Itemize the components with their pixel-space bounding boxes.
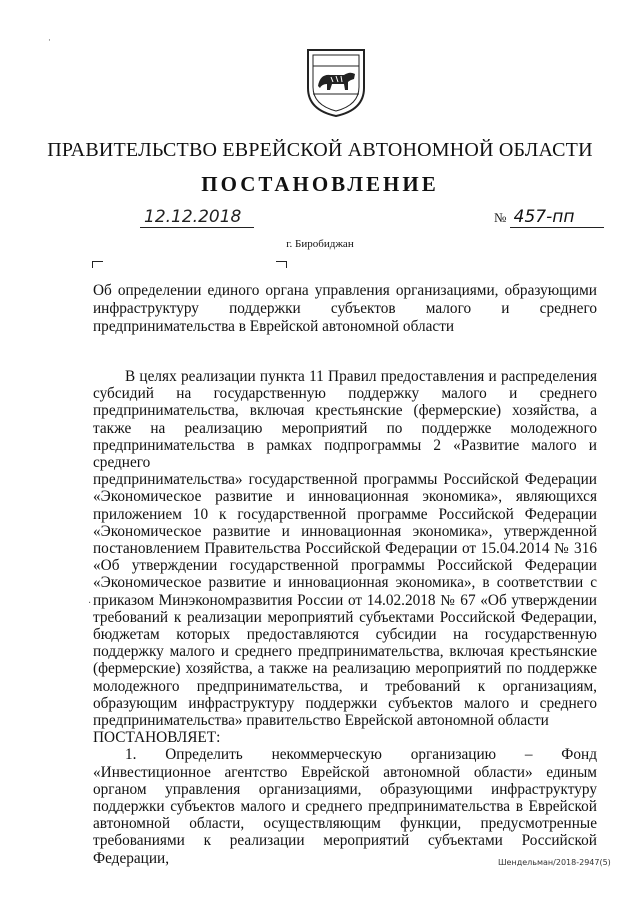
item-line: поддержки субъектов малого и среднего предпринимательства в Еврейской — [93, 798, 597, 816]
document-type: ПОСТАНОВЛЕНИЕ — [201, 172, 439, 196]
body-line: предпринимательства в рамках подпрограммы 2 «Развитие малого и среднего — [93, 436, 597, 472]
item-line: автономной области, осуществляющим функции, предусмотренные — [93, 815, 597, 833]
subject-line: предпринимательства в Еврейской автономной области — [93, 318, 455, 335]
subject-line: инфраструктуру поддержки субъектов малого и среднего — [93, 300, 597, 317]
body-line: предпринимательства» государственной программы Российской Федерации — [93, 471, 597, 489]
item-line: 1. Определить некоммерческую организацию – Фонд — [125, 746, 597, 764]
body-line: (фермерские) хозяйства, а также на реализацию мероприятий по поддержке — [93, 660, 597, 678]
body-line: приложением 10 к государственной программе Российской Федерации — [93, 505, 597, 523]
document-body — [93, 368, 597, 867]
body-line: постановлением Правительства Российской Федерации от 15.04.2014 № 316 — [93, 540, 597, 558]
scan-speck: · — [48, 36, 51, 46]
body-line: субсидий на государственную поддержку малого и среднего — [93, 385, 597, 403]
subject-line: Об определении единого органа управления организациями, образующими — [93, 282, 597, 299]
item-line: «Инвестиционное агентство Еврейской автономной области» единым — [93, 763, 597, 781]
body-line: приказом Минэкономразвития России от 14.02.2018 № 67 «Об утверждении — [93, 591, 597, 609]
decree-word: ПОСТАНОВЛЯЕТ: — [93, 729, 221, 747]
document-subject — [93, 282, 597, 336]
item-line: органом управления организациями, образующими инфраструктуру — [93, 780, 597, 798]
body-line: В целях реализации пункта 11 Правил предоставления и распределения — [125, 368, 597, 385]
scan-speck: · — [88, 598, 92, 609]
city-label: г. Биробиджан — [286, 238, 354, 250]
coat-of-arms-icon — [300, 44, 372, 120]
body-line: также на реализацию мероприятий по поддержке молодежного — [93, 419, 597, 437]
document-number-block — [494, 207, 604, 228]
body-line: «Экономическое развитие и инновационная экономика», являющихся — [93, 488, 597, 506]
number-label: № — [494, 210, 507, 225]
document-number: 457-пп — [510, 207, 604, 228]
body-line: бюджетам которых предоставляются субсидии на государственную — [93, 626, 597, 644]
body-line: «Об утверждении государственной программы Российской Федерации — [93, 557, 597, 575]
body-line: молодежного предпринимательства, и требований к организациям, — [93, 677, 597, 695]
body-line: образующим инфраструктуру поддержки субъектов малого и среднего — [93, 694, 597, 712]
body-line: требований к реализации мероприятий субъектами Российской Федерации, — [93, 608, 597, 626]
body-line: предпринимательства» правительство Еврейской автономной области — [93, 712, 549, 730]
corner-mark-right — [276, 261, 287, 268]
document-date: 12.12.2018 — [140, 207, 254, 228]
footer-code: Шендельман/2018-2947(5) — [498, 858, 611, 867]
government-title: ПРАВИТЕЛЬСТВО ЕВРЕЙСКОЙ АВТОНОМНОЙ ОБЛАСТИ — [47, 139, 593, 161]
body-line: поддержку малого и среднего предпринимательства, включая крестьянские — [93, 643, 597, 661]
corner-mark-left — [92, 261, 103, 268]
body-line: «Экономическое развитие и инновационная экономика», утвержденной — [93, 522, 597, 540]
body-line: предпринимательства, включая крестьянские (фермерские) хозяйства, а — [93, 402, 597, 420]
item-line: требованиями к реализации мероприятий субъектами Российской Федерации, — [93, 832, 597, 867]
body-line: «Экономическое развитие и инновационная экономика», в соответствии с — [93, 574, 597, 592]
